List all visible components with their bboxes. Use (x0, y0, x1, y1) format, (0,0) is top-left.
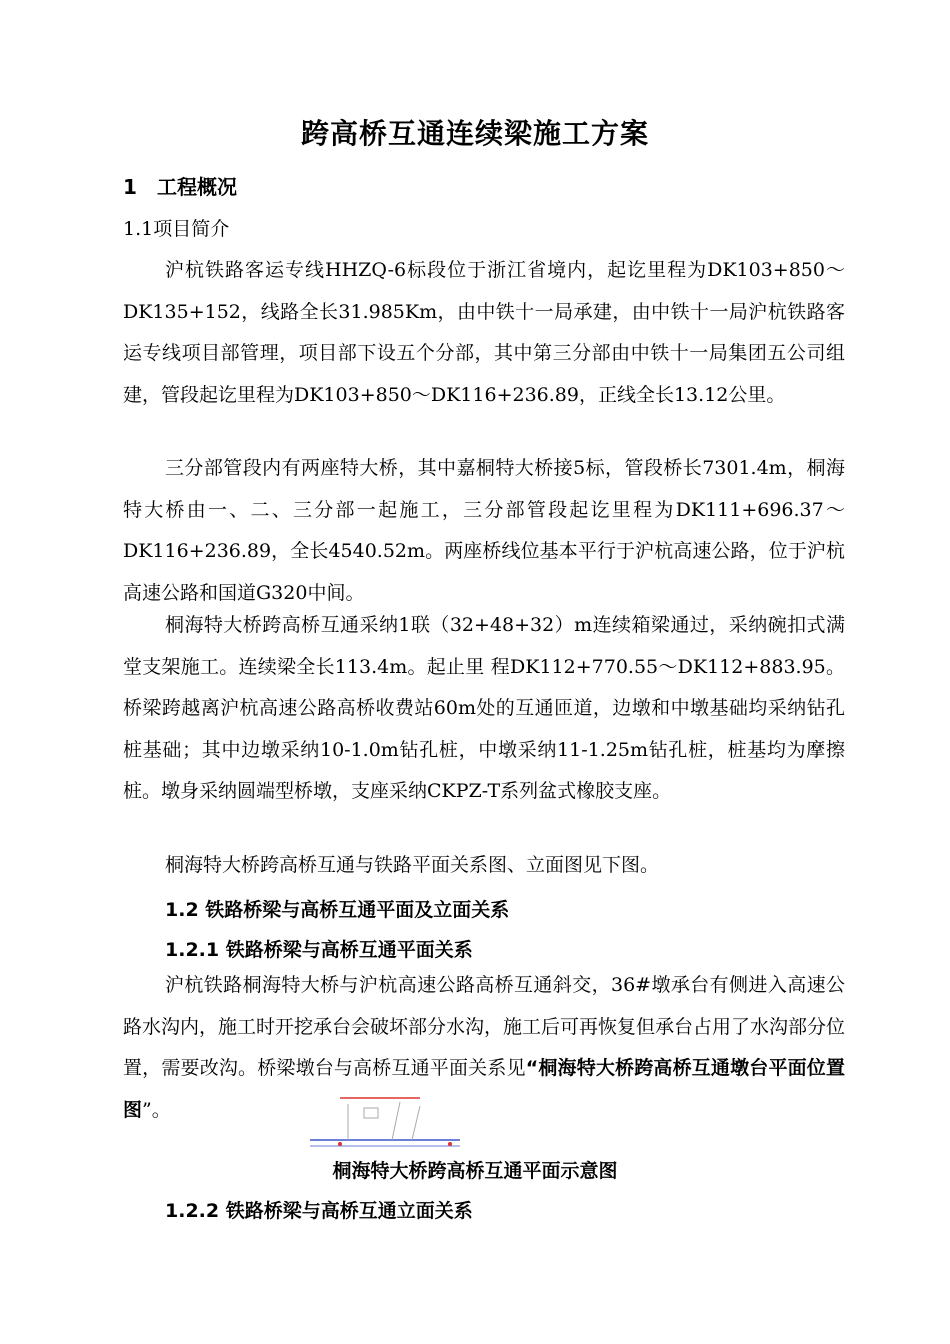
quote-close: ”。 (142, 1098, 171, 1121)
plan-sketch-thumbnail (300, 1094, 460, 1164)
plan-relation-text: 沪杭铁路桐海特大桥与沪杭高速公路高桥互通斜交，36#墩承台有侧进入高速公路水沟内，施工时开挖承台会破坏部分水沟，施工后可再恢复但承台占用了水沟部分位置，需要改沟。桥梁墩台与高桥互通平面关系见 (123, 974, 846, 1079)
paragraph-continuous-beam: 桐海特大桥跨高桥互通采纳1联（32+48+32）m连续箱梁通过，采纳碗扣式满堂支架施工。连续梁全长113.4m。起止里 程DK112+770.55～DK112+883.95。桥梁跨越离沪杭高速公路高桥收费站60m处的互通匝道，边墩和中墩基础均采纳钻孔桩基础；其中边墩采纳10-1.0m钻孔桩，中墩采纳11-1.25m钻孔桩，桩基均为摩擦桩。墩身采纳圆端型桥墩，支座采纳CKPZ-T系列盆式橡胶支座。 (123, 614, 845, 802)
quote-open: “ (525, 1057, 539, 1079)
paragraph-plan-relation (123, 965, 845, 1131)
paragraph-figure-ref: 桐海特大桥跨高桥互通与铁路平面关系图、立面图见下图。 (165, 854, 660, 876)
paragraph-project-intro: 沪杭铁路客运专线HHZQ-6标段位于浙江省境内，起讫里程为DK103+850～DK135+152，线路全长31.985Km，由中铁十一局承建，由中铁十一局沪杭铁路客运专线项目部管理，项目部下设五个分部，其中第三分部由中铁十一局集团五公司组建，管段起讫里程为DK103+850～DK116+236.89，正线全长13.12公里。 (123, 259, 845, 406)
paragraph-bridges: 三分部管段内有两座特大桥，其中嘉桐特大桥接5标，管段桥长7301.4m，桐海特大桥由一、二、三分部一起施工，三分部管段起讫里程为DK111+696.37～DK116+236.89，全长4540.52m。两座桥线位基本平行于沪杭高速公路，位于沪杭高速公路和国道G320中间。 (123, 457, 845, 604)
subsection-heading-1-2-2: 1.2.2 铁路桥梁与高桥互通立面关系 (165, 1200, 473, 1222)
section-heading-1 (123, 171, 237, 200)
figure-reference: 桐海特大桥跨高桥互通墩台平面位置图 (123, 1057, 845, 1121)
subsection-heading-1-2-1: 1.2.1 铁路桥梁与高桥互通平面关系 (165, 939, 473, 961)
section-label: 工程概况 (157, 175, 237, 199)
subsection-heading-1-2: 1.2 铁路桥梁与高桥互通平面及立面关系 (165, 899, 510, 921)
figure-caption: 桐海特大桥跨高桥互通平面示意图 (332, 1160, 618, 1182)
section-number: 1 (123, 175, 137, 199)
subsection-heading-1-1: 1.1项目简介 (123, 218, 230, 240)
document-title: 跨高桥互通连续梁施工方案 (300, 117, 649, 150)
